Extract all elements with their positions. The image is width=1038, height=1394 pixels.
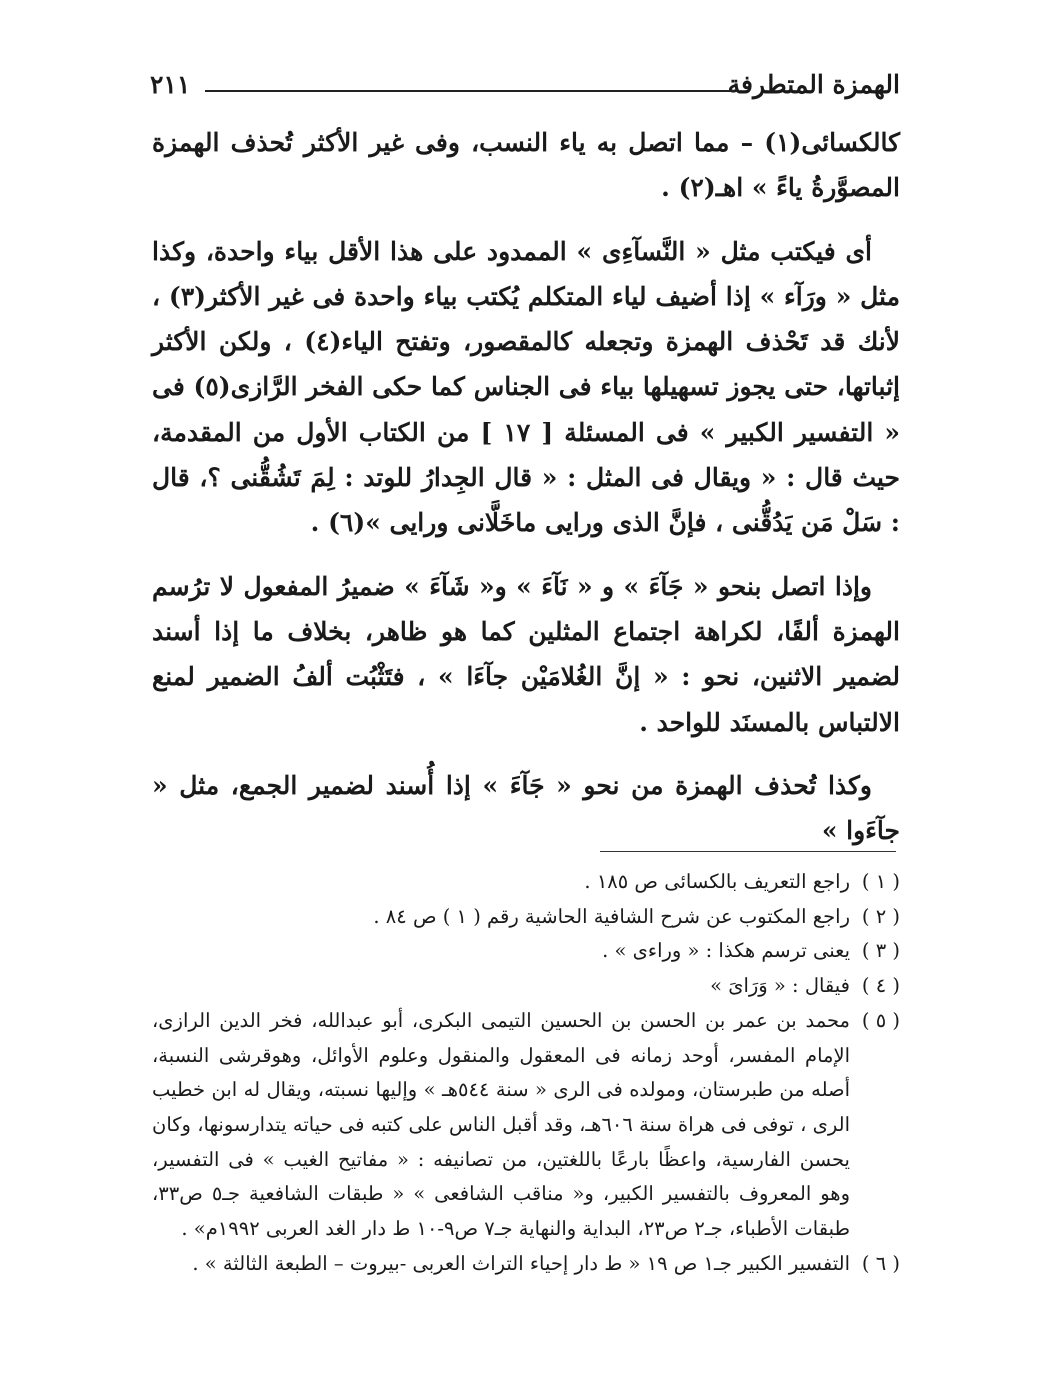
footnote-number: ( ٦ ) (861, 1251, 900, 1275)
footnote-number: ( ٥ ) (861, 1008, 900, 1032)
footnote-text: محمد بن عمر بن الحسن بن الحسين التيمى البكرى، أبو عبدالله، فخر الدين الرازى، الإمام المفسر، أوحد زمانه فى المعقول والمنقول وعلوم الأوائل، وهوقرشى النسبة، أصله من طبرستان، ومولده فى الرى « سنة ٥٤٤هـ » وإليها نسبته، ويقال له ابن خطيب الرى ، توفى فى هراة سنة ٦٠٦هـ، وقد أقبل الناس على كتبه فى حياته يتدارسونها، وكان يحسن الفارسية، واعظًا بارعًا باللغتين، من تصانيفه : « مفاتيح الغيب » فى التفسير، وهو المعروف بالتفسير الكبير، و« مناقب الشافعى » « طبقات الشافعية جـ٥ ص٣٣، طبقات الأطباء، جـ٢ ص٢٣، البداية والنهاية جـ٧ ص٩-١٠ ط دار الغد العربى ١٩٩٢م» . (152, 1008, 850, 1241)
footnote (152, 1004, 900, 1247)
header-rule (205, 90, 735, 92)
running-header (150, 68, 900, 108)
footnote (152, 865, 900, 900)
paragraph: أى فيكتب مثل « النَّسآءِى » الممدود على هذا الأقل بياء واحدة، وكذا مثل « ورَآء » إذا أضيف لياء المتكلم يُكتب بياء واحدة فى غير الأكثر(٣) ، لأنك قد تَحْذف الهمزة وتجعله كالمقصور، وتفتح الياء(٤) ، ولكن الأكثر إثباتها، حتى يجوز تسهيلها بياء فى الجناس كما حكى الفخر الرَّازى(٥) فى « التفسير الكبير » فى المسئلة [ ١٧ ] من الكتاب الأول من المقدمة، حيث قال : « ويقال فى المثل : « قال الجِدارُ للوتد : لِمَ تَشُقُّنى ؟، قال : سَلْ مَن يَدُقُّنى ، فإنَّ الذى ورايى ماخَلَّانى ورايى »(٦) . (152, 236, 900, 538)
footnote-separator (600, 851, 896, 852)
footnote (152, 1247, 900, 1282)
paragraph: كالكسائى(١) – مما اتصل به ياء النسب، وفى غير الأكثر تُحذف الهمزة المصوَّرةُ ياءً » اهـ(٢) . (152, 128, 900, 203)
main-text (152, 120, 900, 853)
footnote-text: يعنى ترسم هكذا : « وراءى » . (602, 939, 850, 963)
footnote (152, 934, 900, 969)
footnote-number: ( ٢ ) (861, 904, 900, 928)
footnotes (152, 865, 900, 1281)
footnote-text: راجع المكتوب عن شرح الشافية الحاشية رقم ( ١ ) ص ٨٤ . (373, 904, 850, 928)
footnote (152, 900, 900, 935)
footnote-number: ( ٣ ) (861, 939, 900, 963)
running-title: الهمزة المتطرفة (727, 70, 900, 99)
footnote-number: ( ١ ) (861, 870, 900, 893)
paragraph: وكذا تُحذف الهمزة من نحو « جَآءَ » إذا أُسند لضمير الجمع، مثل « جآءَوا » (152, 770, 900, 846)
footnote-text: فيقال : « وَرَاىَ » (710, 974, 850, 998)
footnote-text: راجع التعريف بالكسائى ص ١٨٥ . (584, 870, 850, 893)
paragraph: وإذا اتصل بنحو « جَآءَ » و « نَآءَ » و« شَآءَ » ضميرُ المفعول لا ترُسم الهمزة ألفًا، لكراهة اجتماع المثلين كما هو ظاهر، بخلاف ما إذا أسند لضمير الاثنين، نحو : « إنَّ الغُلامَيْن جآءَا » ، فتَثْبُت ألفُ الضمير لمنع الالتباس بالمسنَد للواحد . (152, 571, 900, 737)
page-number: ٢١١ (150, 70, 191, 99)
footnote (152, 969, 900, 1004)
footnote-text: التفسير الكبير جـ١ ص ١٩ « ط دار إحياء التراث العربى -بيروت – الطبعة الثالثة » . (192, 1251, 850, 1275)
footnote-number: ( ٤ ) (861, 974, 900, 998)
